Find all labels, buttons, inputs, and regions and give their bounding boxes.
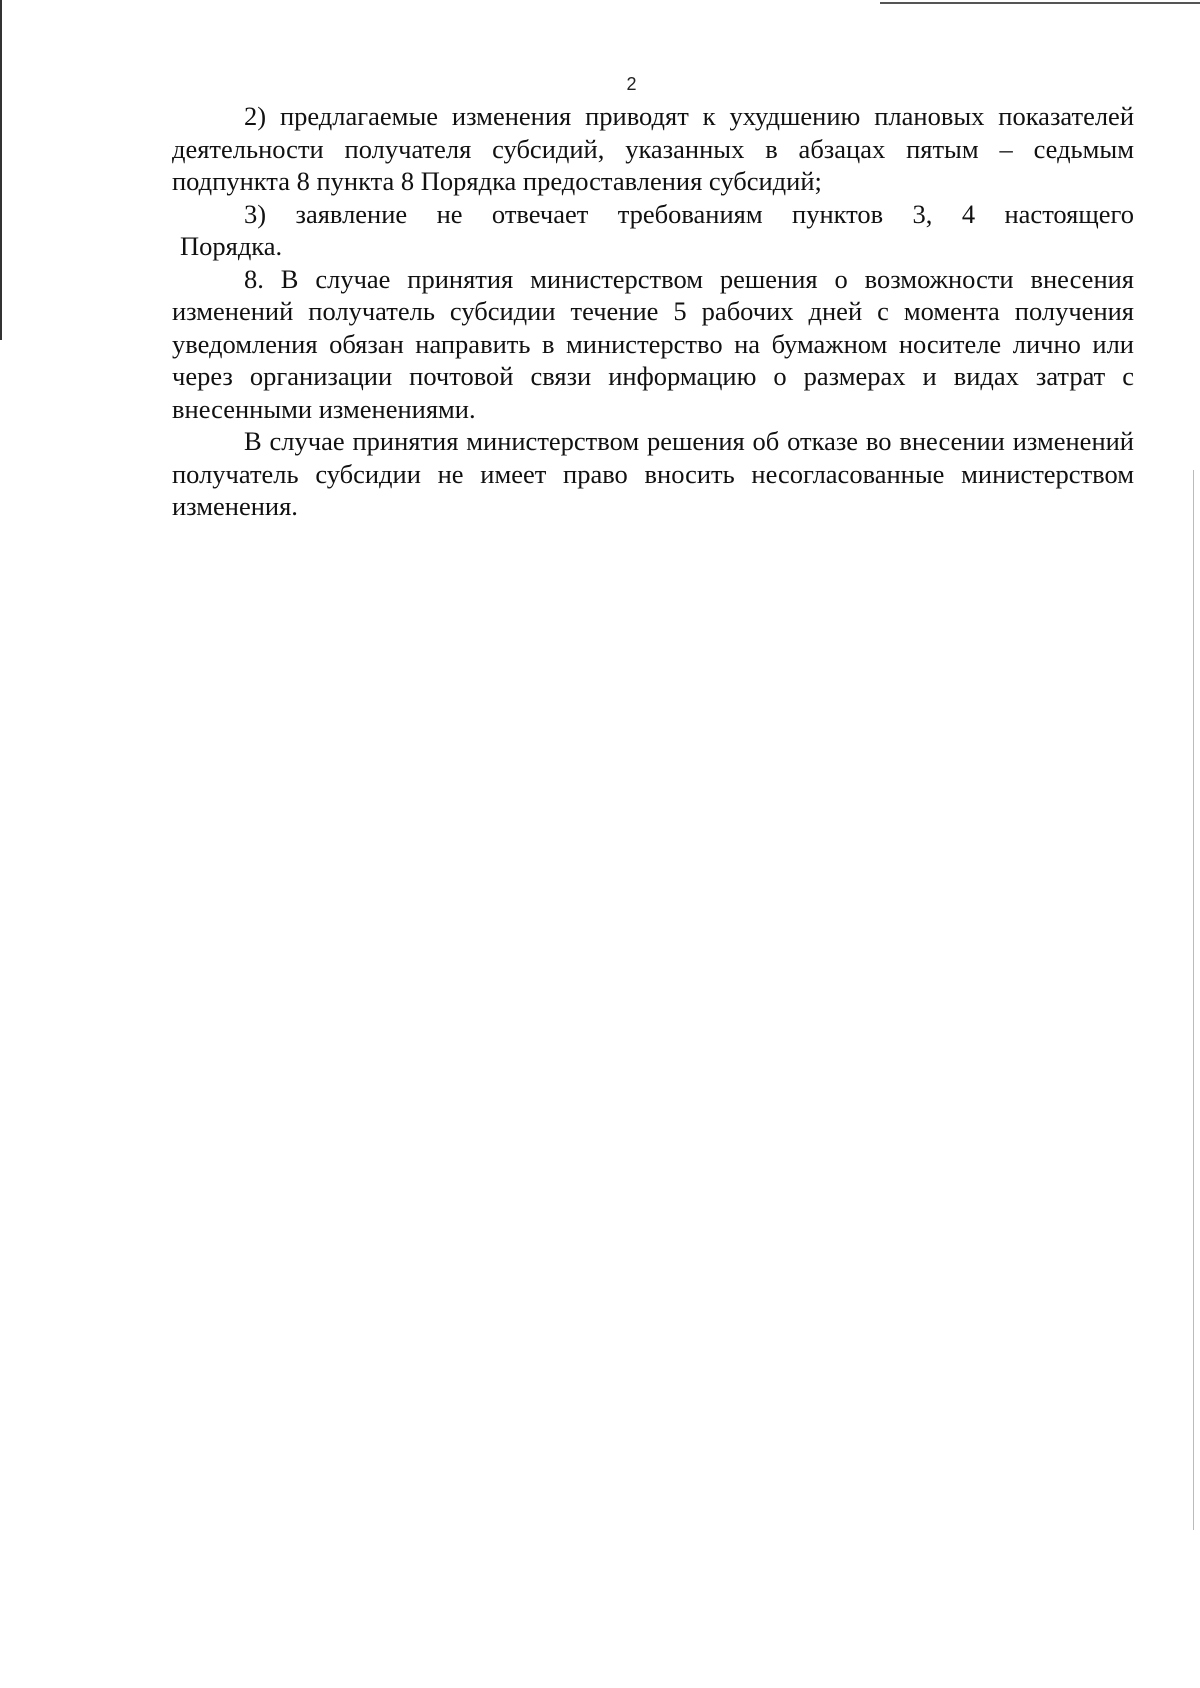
paragraph-item-3-line1: 3) заявление не отвечает требованиям пунктов 3, 4 настоящего bbox=[244, 198, 1134, 229]
scan-edge-right bbox=[1193, 470, 1194, 1530]
paragraph-item-3-line2: Порядка. bbox=[180, 231, 283, 261]
paragraph-clause-8: 8. В случае принятия министерством решения о возможности внесения изменений получатель субсидии течение 5 рабочих дней с момента получения уведомления обязан направить в министерство на бумажном носителе лично или через организации почтовой связи информацию о размерах и видах затрат с внесенными изменениями. bbox=[172, 263, 1134, 424]
paragraph-item-2: 2) предлагаемые изменения приводят к ухудшению плановых показателей деятельности получателя субсидий, указанных в абзацах пятым – седьмым подпункта 8 пункта 8 Порядка предоставления субсидий; bbox=[172, 101, 1134, 196]
paragraph-refusal: В случае принятия министерством решения об отказе во внесении изменений получатель субсидии не имеет право вносить несогласованные министерством изменения. bbox=[172, 426, 1134, 521]
scan-edge-left bbox=[0, 0, 2, 340]
document-body bbox=[172, 100, 1134, 523]
scan-edge-top bbox=[880, 2, 1200, 4]
page-number: 2 bbox=[626, 74, 637, 94]
